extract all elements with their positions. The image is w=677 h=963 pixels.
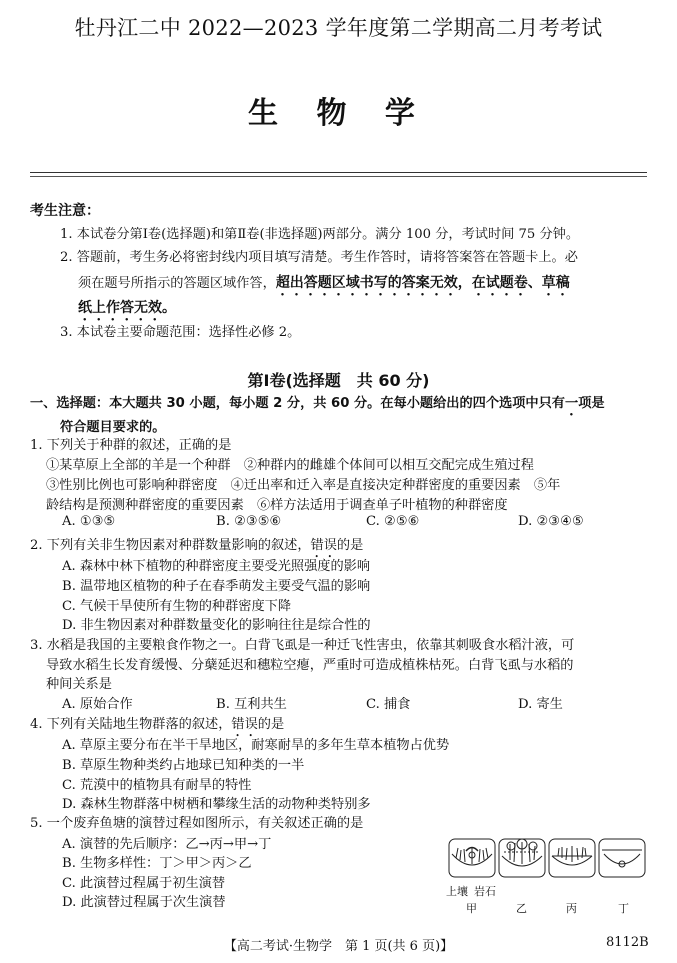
section-instruction-line2: 符合题目要求的。 bbox=[60, 420, 166, 435]
q4-stem-emphasis: 错误 bbox=[231, 717, 258, 732]
q5-stem: 5. 一个废弃鱼塘的演替过程如图所示，有关叙述正确的是 bbox=[30, 816, 364, 831]
notice-heading: 考生注意： bbox=[30, 203, 100, 219]
q4-stem-text: 4. 下列有关陆地生物群落的叙述， bbox=[30, 717, 232, 732]
section-title: 第Ⅰ卷(选择题 共 60 分) bbox=[247, 371, 430, 390]
figure-label-bing: 丙 bbox=[566, 902, 577, 915]
q2-stem-text: 2. 下列有关非生物因素对种群数量影响的叙述， bbox=[30, 538, 311, 553]
header-divider bbox=[30, 172, 647, 173]
q2-option-d[interactable]: D. 非生物因素对种群数量变化的影响往往是综合性的 bbox=[62, 618, 371, 633]
q1-option-b[interactable]: B. ②③⑤⑥ bbox=[216, 514, 282, 529]
figure-label-soil: 上壤 bbox=[446, 885, 468, 898]
succession-figure bbox=[448, 838, 648, 918]
notice-warning: 超出答题区域书写的答案无效，在试题卷、草稿 bbox=[275, 275, 570, 291]
q1-statement-line: ①某草原上全部的羊是一个种群 ②种群内的雌雄个体间可以相互交配完成生殖过程 bbox=[46, 458, 534, 473]
page-footer: 【高二考试·生物学 第 1 页(共 6 页)】 bbox=[223, 939, 454, 954]
paper-code: 8112B bbox=[606, 935, 649, 950]
q3-option-a[interactable]: A. 原始合作 bbox=[62, 697, 133, 712]
figure-label-yi: 乙 bbox=[516, 902, 527, 915]
notice-item-1: 1. 本试卷分第Ⅰ卷(选择题)和第Ⅱ卷(非选择题)两部分。满分 100 分，考试时间 75 分钟。 bbox=[60, 227, 580, 242]
q2-option-a[interactable]: A. 森林中林下植物的种群密度主要受光照强度的影响 bbox=[62, 559, 371, 574]
notice-item-3: 3. 本试卷主要命题范围：选择性必修 2。 bbox=[60, 325, 301, 340]
q3-stem: 3. 水稻是我国的主要粮食作物之一。白背飞虱是一种迁飞性害虫，依靠其刺吸食水稻汁液，可 bbox=[30, 638, 575, 653]
q2-option-c[interactable]: C. 气候干旱使所有生物的种群密度下降 bbox=[62, 599, 292, 614]
panel-yi bbox=[499, 839, 545, 877]
notice-warning-end: 纸上作答无效。 bbox=[78, 300, 176, 316]
q1-option-c[interactable]: C. ②⑤⑥ bbox=[366, 514, 420, 529]
figure-label-rock: 岩石 bbox=[474, 885, 496, 898]
subject-title: 生 物 学 bbox=[248, 96, 429, 131]
q4-option-d[interactable]: D. 森林生物群落中树栖和攀缘生活的动物种类特别多 bbox=[62, 797, 371, 812]
instruction-text-end: 项是 bbox=[578, 396, 605, 411]
succession-diagram bbox=[448, 838, 648, 882]
panel-bing bbox=[549, 839, 595, 877]
header-divider-thin bbox=[30, 176, 647, 177]
notice-item-2-line2 bbox=[78, 272, 570, 299]
panel-ding bbox=[599, 839, 645, 877]
q4-option-b[interactable]: B. 草原生物种类约占地球已知种类的一半 bbox=[62, 758, 305, 773]
q1-option-a[interactable]: A. ①③⑤ bbox=[62, 514, 116, 529]
q2-stem-emphasis: 错误 bbox=[310, 538, 337, 553]
section-instruction bbox=[30, 392, 605, 419]
instruction-emphasis: 一 bbox=[565, 396, 579, 411]
q3-stem-line2: 导致水稻生长发育缓慢、分蘖延迟和穗粒空瘪，严重时可造成植株枯死。白背飞虱与水稻的 bbox=[46, 658, 574, 673]
q1-statement-line: ③性别比例也可影响种群密度 ④迁出率和迁入率是直接决定种群密度的重要因素 ⑤年 bbox=[46, 478, 561, 493]
q2-option-b[interactable]: B. 温带地区植物的种子在春季萌发主要受气温的影响 bbox=[62, 579, 371, 594]
q3-option-d[interactable]: D. 寄生 bbox=[518, 697, 563, 712]
q1-stem: 1. 下列关于种群的叙述，正确的是 bbox=[30, 438, 232, 453]
q5-option-a[interactable]: A. 演替的先后顺序：乙→丙→甲→丁 bbox=[62, 837, 272, 852]
q4-stem-end: 的是 bbox=[257, 717, 285, 732]
q5-option-b[interactable]: B. 生物多样性：丁＞甲＞丙＞乙 bbox=[62, 856, 252, 871]
panel-jia bbox=[449, 839, 495, 877]
figure-label-jia: 甲 bbox=[466, 902, 477, 915]
q1-statement-line: 龄结构是预测种群密度的重要因素 ⑥样方法适用于调查单子叶植物的种群密度 bbox=[46, 498, 508, 513]
q2-stem-end: 的是 bbox=[336, 538, 364, 553]
exam-title: 牡丹江二中 2022—2023 学年度第二学期高二月考考试 bbox=[74, 16, 603, 40]
q1-option-d[interactable]: D. ②③④⑤ bbox=[518, 514, 584, 529]
figure-label-ding: 丁 bbox=[618, 902, 629, 915]
q3-option-c[interactable]: C. 捕食 bbox=[366, 697, 411, 712]
notice-item-2-cont: 须在题号所指示的答题区域作答， bbox=[78, 276, 276, 291]
q5-option-c[interactable]: C. 此演替过程属于初生演替 bbox=[62, 876, 226, 891]
notice-item-2: 2. 答题前，考生务必将密封线内项目填写清楚。考生作答时，请将答案答在答题卡上。必 bbox=[60, 250, 578, 265]
instruction-text: 一、选择题：本大题共 30 小题，每小题 2 分，共 60 分。在每小题给出的四个选项中只有 bbox=[30, 396, 565, 411]
q5-option-d[interactable]: D. 此演替过程属于次生演替 bbox=[62, 895, 226, 910]
q4-option-a[interactable]: A. 草原主要分布在半干旱地区，耐寒耐旱的多年生草本植物占优势 bbox=[62, 738, 450, 753]
q3-stem-line3: 种间关系是 bbox=[46, 677, 112, 692]
q3-option-b[interactable]: B. 互利共生 bbox=[216, 697, 287, 712]
q4-option-c[interactable]: C. 荒漠中的植物具有耐旱的特性 bbox=[62, 778, 252, 793]
